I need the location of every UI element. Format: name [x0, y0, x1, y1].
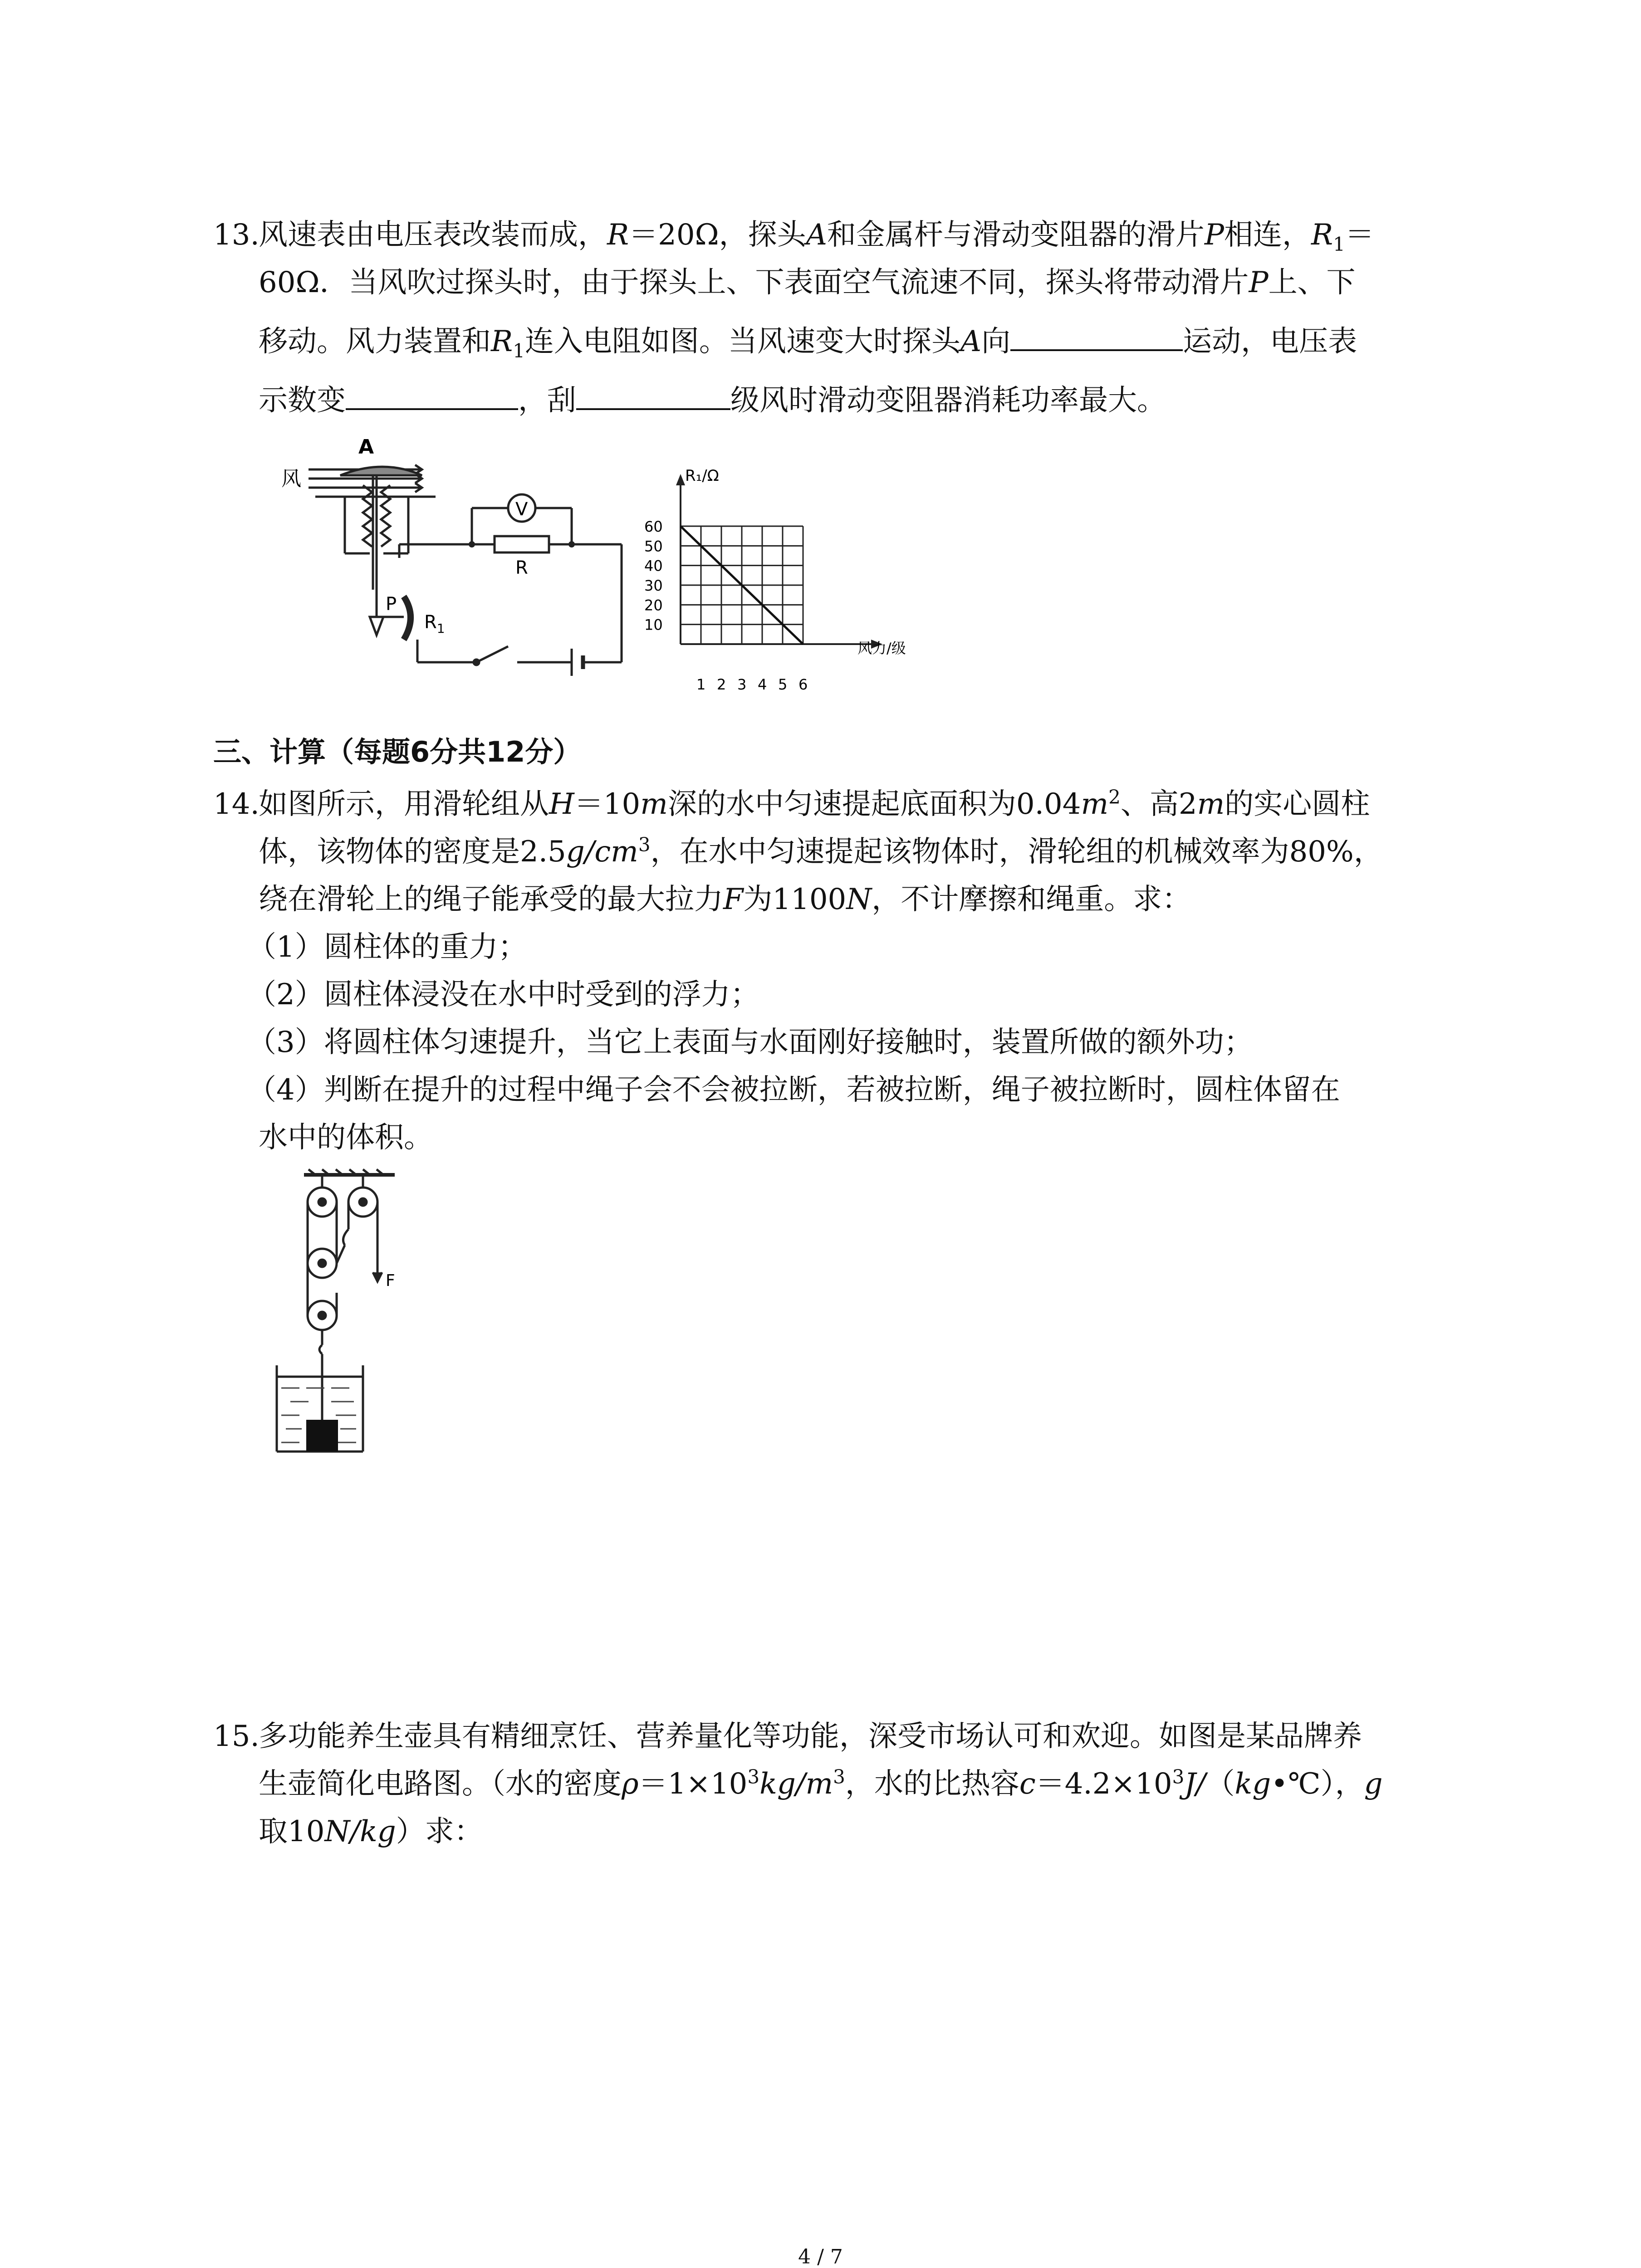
q13-line4: 示数变 ，刮 级风时滑动变阻器消耗功率最大。: [259, 376, 1166, 422]
q13-blank-voltage[interactable]: [346, 376, 518, 410]
q13-blank-direction[interactable]: [1010, 318, 1183, 351]
q15-number: 15.: [213, 1720, 260, 1753]
label-wind: 风: [281, 467, 301, 490]
q14-number: 14.: [213, 787, 260, 821]
q14-line2: 体，该物体的密度是$2.5g/cm^3$，在水中匀速提起该物体时，滑轮组的机械效率为80%，: [259, 833, 1383, 869]
q14-item-2: （2）圆柱体浸没在水中时受到的浮力；: [247, 978, 759, 1012]
q14-line1: 14.如图所示，用滑轮组从H＝10m深的水中匀速提起底面积为$0.04m^2$、高2m的实心圆柱: [213, 782, 1370, 826]
y-tick-60: 60: [644, 518, 663, 535]
y-tick-50: 50: [644, 538, 663, 555]
q14-item-1: （1）圆柱体的重力；: [247, 930, 527, 964]
label-A: A: [358, 435, 374, 459]
section-title-calc: 三、计算（每题6分共12分）: [213, 735, 582, 768]
x-tick-4: 4: [758, 676, 767, 693]
x-tick-6: 6: [798, 676, 808, 693]
label-V: V: [515, 499, 528, 520]
q13-line2: 60Ω．当风吹过探头时，由于探头上、下表面空气流速不同，探头将带动滑片P上、下: [259, 266, 1356, 299]
x-tick-2: 2: [717, 676, 726, 693]
label-P: P: [386, 594, 397, 615]
q13-line3: 移动。风力装置和$R_1$连入电阻如图。当风速变大时探头A向 运动，电压表: [259, 318, 1357, 363]
q14-item-3: （3）将圆柱体匀速提升，当它上表面与水面刚好接触时，装置所做的额外功；: [247, 1026, 1253, 1059]
label-F: F: [386, 1271, 395, 1290]
q14-item-4: （4）判断在提升的过程中绳子会不会被拉断，若被拉断，绳子被拉断时，圆柱体留在: [247, 1073, 1340, 1107]
y-tick-10: 10: [644, 616, 663, 634]
label-R: R: [515, 557, 528, 578]
q15-line1: 15.多功能养生壶具有精细烹饪、营养量化等功能，深受市场认可和欢迎。如图是某品牌养: [213, 1715, 1362, 1758]
q14-item-4-cont: 水中的体积。: [259, 1121, 433, 1154]
q14-pulley-figure: [272, 1166, 436, 1456]
y-tick-40: 40: [644, 557, 663, 575]
x-tick-3: 3: [737, 676, 747, 693]
q14-line3: 绕在滑轮上的绳子能承受的最大拉力F为1100N，不计摩擦和绳重。求：: [259, 883, 1191, 916]
q15-line3: 取10N/kg）求：: [259, 1815, 483, 1848]
y-tick-30: 30: [644, 577, 663, 594]
chart-ylabel: R₁/Ω: [685, 467, 719, 485]
page-number: 4 / 7: [798, 2245, 843, 2268]
x-tick-1: 1: [696, 676, 706, 693]
q15-line2: 生壶简化电路图。（水的密度$\rho=1\times 10^3kg/m^3$，水的比热容$c=4.2\times 10^3J/(kg•℃)$，g: [259, 1765, 1383, 1801]
y-tick-20: 20: [644, 596, 663, 614]
x-tick-5: 5: [778, 676, 788, 693]
q13-blank-level[interactable]: [576, 376, 730, 410]
y-axis-arrow: [676, 474, 685, 485]
chart-xlabel: 风力/级: [857, 640, 906, 657]
q13-r1-wind-chart: [626, 454, 935, 708]
q13-line1: 13.风速表由电压表改装而成，R＝20Ω，探头A和金属杆与滑动变阻器的滑片P相连，$R_1=$: [213, 213, 1374, 257]
label-R1: $R_1$: [424, 612, 445, 636]
q13-number: 13.: [213, 218, 260, 252]
q13-wind-circuit-figure: [272, 422, 644, 685]
